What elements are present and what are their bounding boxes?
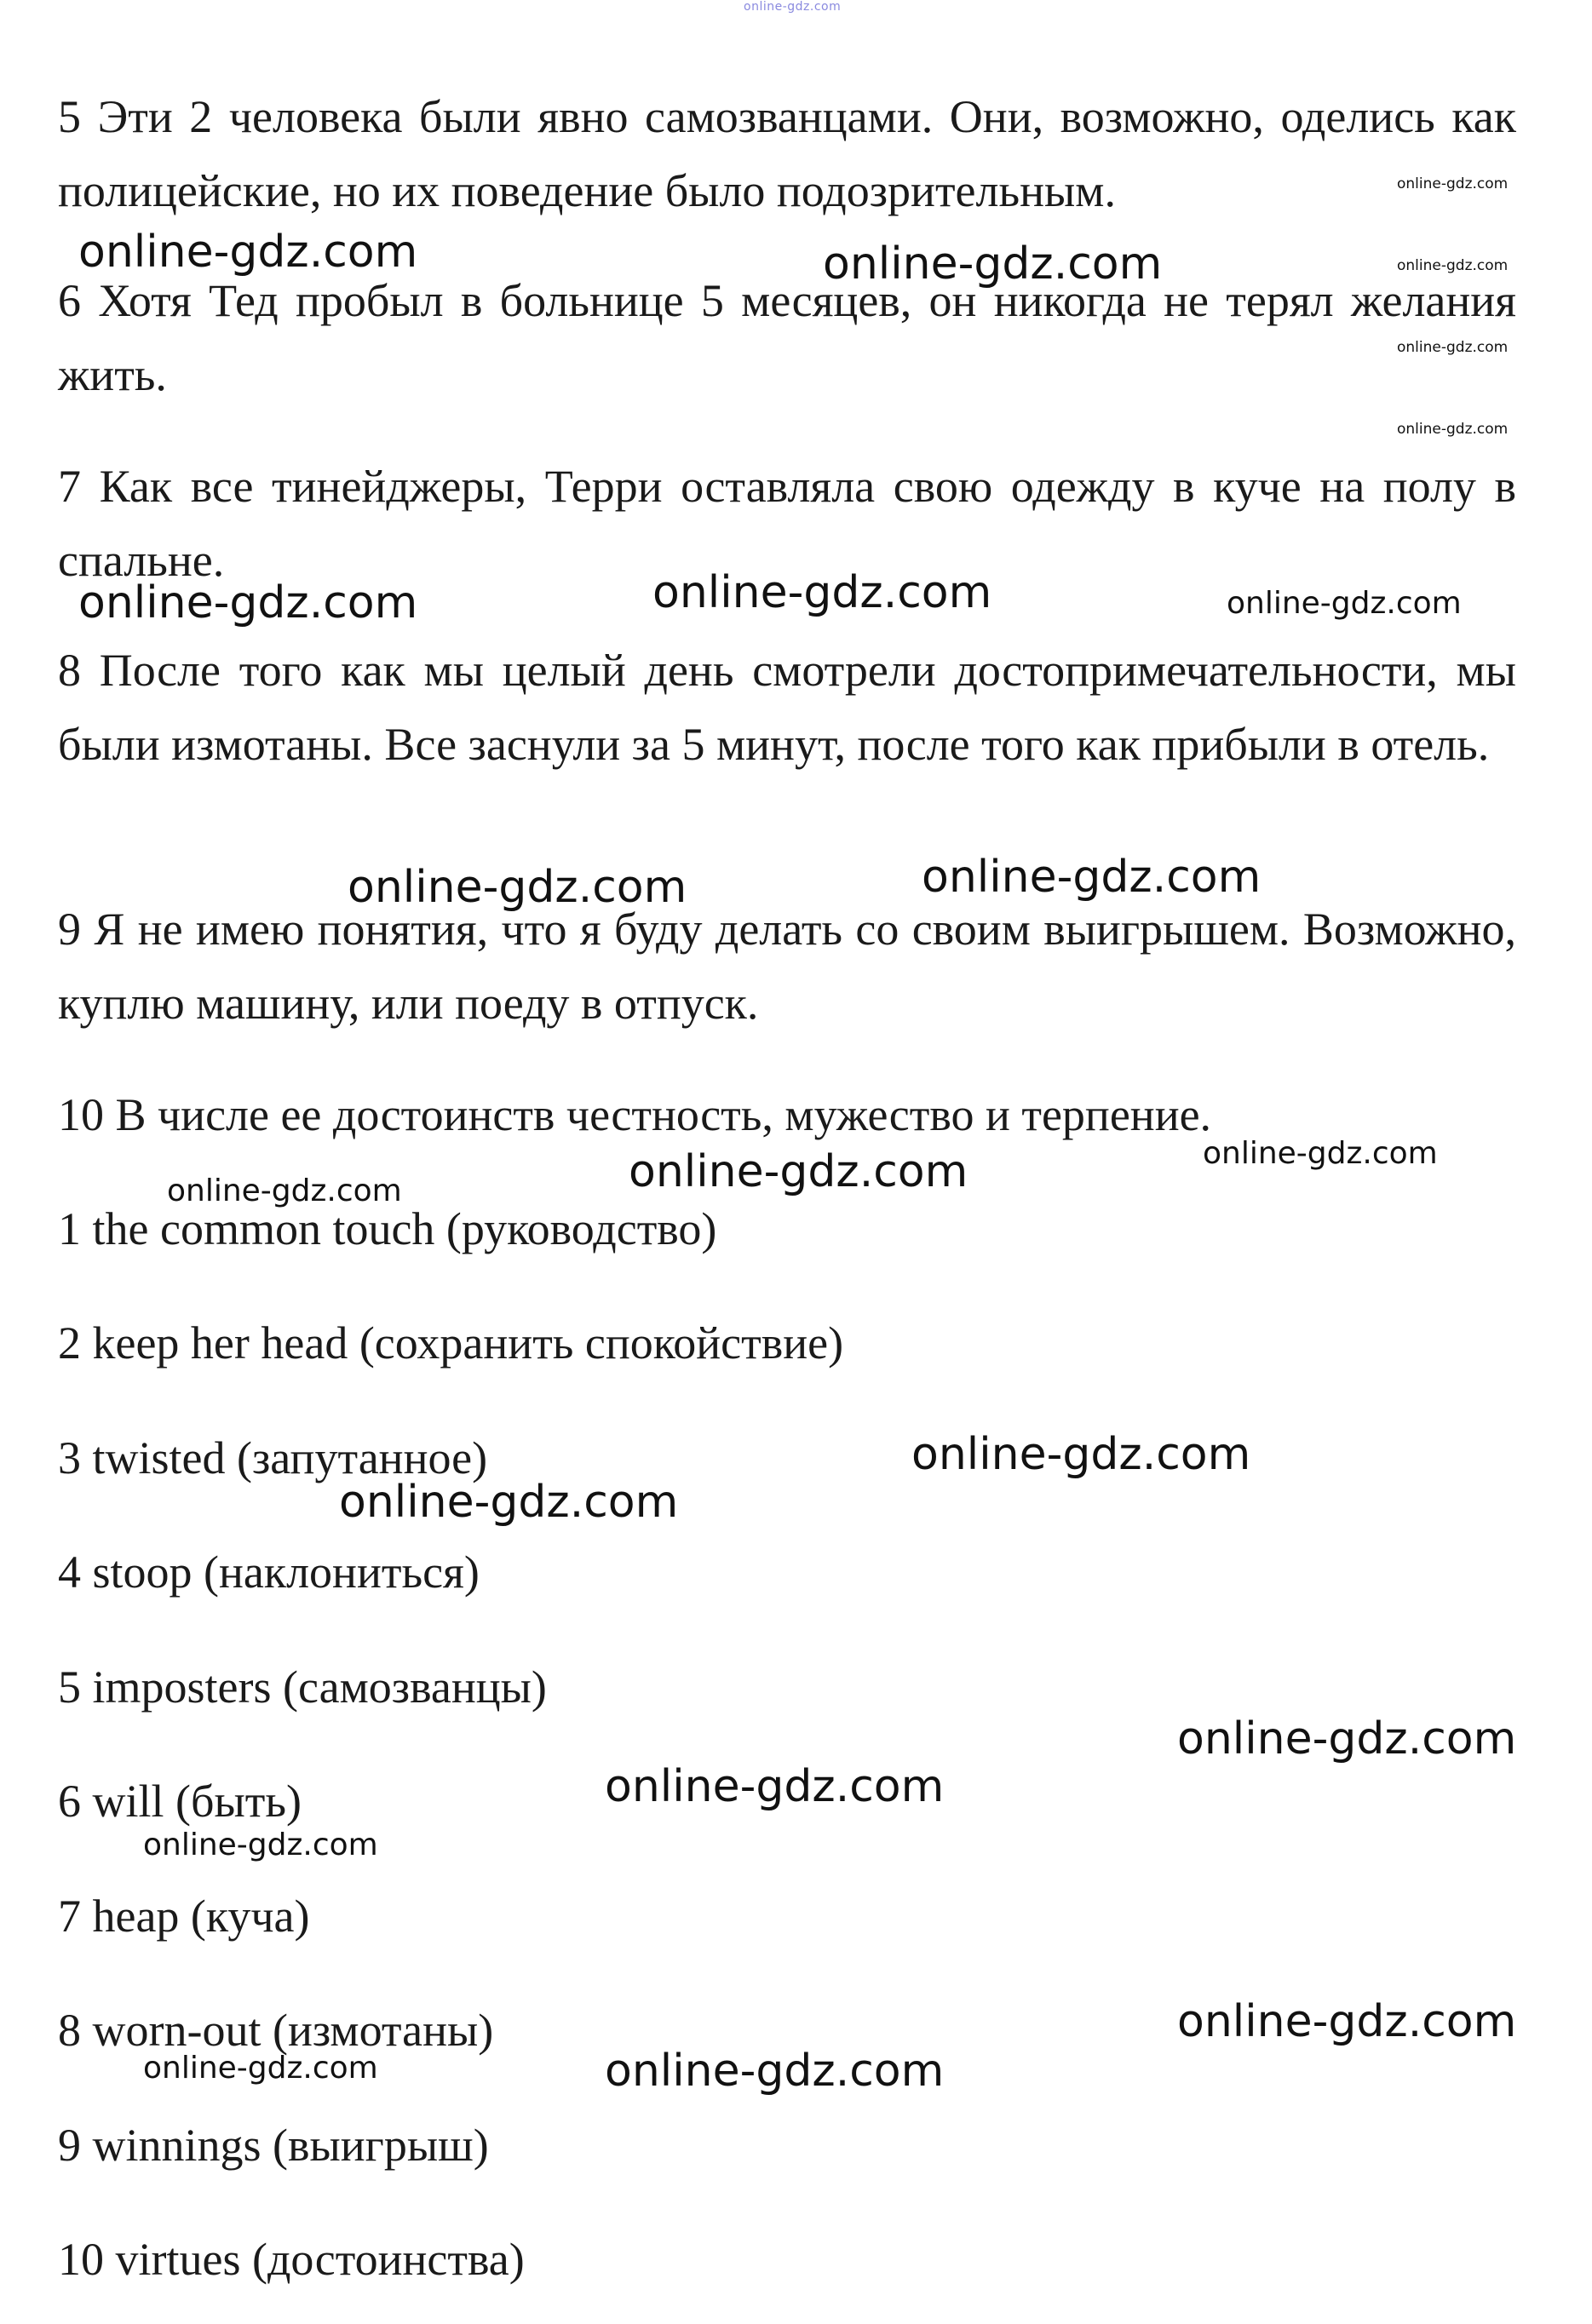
watermark: online-gdz.com xyxy=(823,238,1163,290)
watermark: online-gdz.com xyxy=(1227,586,1462,621)
watermark: online-gdz.com xyxy=(339,1477,679,1528)
vocab-item-4: 4 stoop (наклониться) xyxy=(58,1546,480,1598)
translation-paragraph-5: 5 Эти 2 человека были явно самозванцами. Они, возможно, оделись как полицейские, но их поведение было подозрительным. xyxy=(58,91,1516,216)
translation-paragraph-6: 6 Хотя Тед пробыл в больнице 5 месяцев, он никогда не терял желания жить. xyxy=(58,275,1516,400)
translation-paragraph-7: 7 Как все тинейджеры, Терри оставляла свою одежду в куче на полу в спальне. xyxy=(58,461,1516,586)
vocab-item-6: 6 will (быть) xyxy=(58,1776,302,1827)
watermark: online-gdz.com xyxy=(143,2051,378,2086)
translation-paragraph-8: 8 После того как мы целый день смотрели достопримечательности, мы были измотаны. Все заснули за 5 минут, после того как прибыли в отель. xyxy=(58,645,1516,770)
watermark: online-gdz.com xyxy=(1177,1713,1517,1765)
watermark: online-gdz.com xyxy=(1397,175,1509,192)
watermark: online-gdz.com xyxy=(78,227,418,278)
translation-paragraph-9: 9 Я не имею понятия, что я буду делать со своим выигрышем. Возможно, куплю машину, или поеду в отпуск. xyxy=(58,904,1516,1029)
vocab-item-5: 5 imposters (самозванцы) xyxy=(58,1661,547,1713)
watermark: online-gdz.com xyxy=(605,1761,945,1812)
watermark: online-gdz.com xyxy=(1397,339,1509,356)
vocab-item-1: 1 the common touch (руководство) xyxy=(58,1203,717,1254)
watermark: online-gdz.com xyxy=(348,862,687,913)
watermark: online-gdz.com xyxy=(911,1429,1251,1480)
translation-paragraph-10: 10 В числе ее достоинств честность, мужество и терпение. xyxy=(58,1089,1212,1140)
watermark: online-gdz.com xyxy=(629,1146,968,1197)
watermark: online-gdz.com xyxy=(167,1173,402,1208)
watermark: online-gdz.com xyxy=(1397,257,1509,274)
vocab-item-7: 7 heap (куча) xyxy=(58,1891,310,1942)
watermark: online-gdz.com xyxy=(1177,1996,1517,2047)
vocab-item-3: 3 twisted (запутанное) xyxy=(58,1432,488,1483)
watermark: online-gdz.com xyxy=(78,577,418,628)
watermark: online-gdz.com xyxy=(922,852,1262,903)
vocab-item-10: 10 virtues (достоинства) xyxy=(58,2234,525,2285)
header-watermark: online-gdz.com xyxy=(744,0,842,14)
watermark: online-gdz.com xyxy=(143,1828,378,1862)
watermark: online-gdz.com xyxy=(1203,1136,1438,1171)
vocab-item-8: 8 worn-out (измотаны) xyxy=(58,2005,494,2056)
vocab-item-9: 9 winnings (выигрыш) xyxy=(58,2120,489,2171)
watermark: online-gdz.com xyxy=(652,567,992,618)
watermark: online-gdz.com xyxy=(605,2046,945,2097)
vocab-item-2: 2 keep her head (сохранить спокойствие) xyxy=(58,1317,844,1369)
watermark: online-gdz.com xyxy=(1397,421,1509,438)
